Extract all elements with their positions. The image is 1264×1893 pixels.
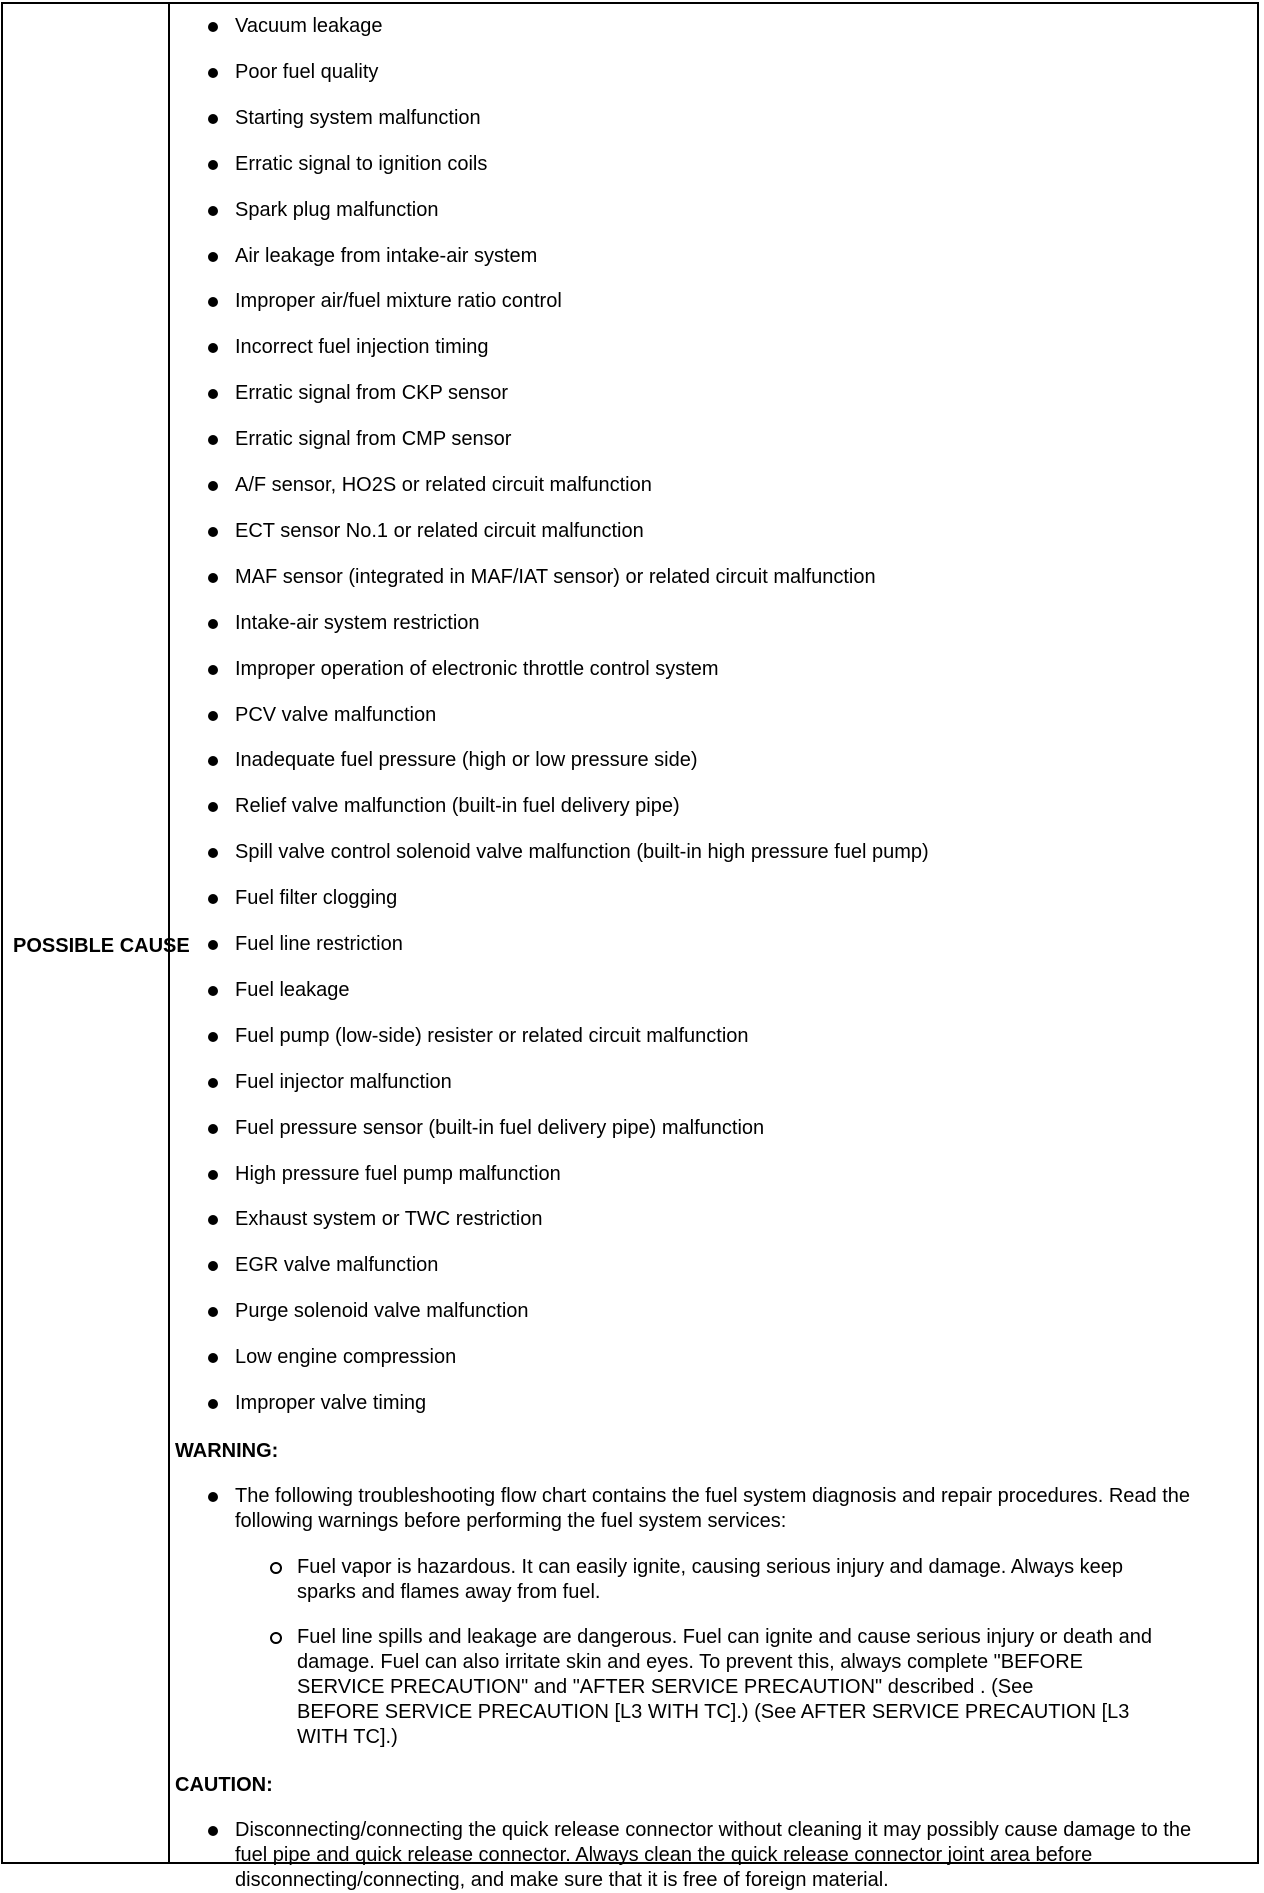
warning-item-line: Fuel line spills and leakage are dangerous. Fuel can ignite and cause serious injury or death and xyxy=(297,1626,1152,1648)
cause-item: Poor fuel quality xyxy=(235,60,379,83)
bullet-icon xyxy=(208,389,218,399)
bullet-icon xyxy=(208,252,218,262)
cause-item: Fuel injector malfunction xyxy=(235,1070,452,1093)
warning-item-line: WITH TC].) xyxy=(297,1726,398,1748)
cause-item: Fuel filter clogging xyxy=(235,887,398,910)
bullet-icon xyxy=(208,206,218,216)
cause-item: Low engine compression xyxy=(235,1346,457,1369)
bullet-icon xyxy=(208,527,218,537)
bullet-icon xyxy=(208,1170,218,1180)
possible-cause-table xyxy=(1,2,1259,1891)
caution-line: Disconnecting/connecting the quick release connector without cleaning it may possibly cause damage to the xyxy=(235,1819,1192,1841)
bullet-icon xyxy=(208,22,218,32)
warning-item-line: Fuel vapor is hazardous. It can easily ignite, causing serious injury and damage. Always keep xyxy=(297,1556,1124,1578)
cause-item: A/F sensor, HO2S or related circuit malfunction xyxy=(235,474,652,496)
bullet-icon xyxy=(208,940,218,950)
cause-item: Vacuum leakage xyxy=(235,15,383,37)
cause-item: Spark plug malfunction xyxy=(235,198,439,221)
bullet-icon xyxy=(208,1826,218,1836)
cause-item: Fuel pressure sensor (built-in fuel delivery pipe) malfunction xyxy=(235,1116,765,1139)
bullet-icon xyxy=(208,573,218,583)
warning-item-line: SERVICE PRECAUTION" and "AFTER SERVICE PRECAUTION" described . (See xyxy=(297,1676,1034,1698)
cause-item: Incorrect fuel injection timing xyxy=(235,336,489,359)
cause-item: Erratic signal to ignition coils xyxy=(235,152,488,175)
cause-item: PCV valve malfunction xyxy=(235,703,437,726)
bullet-icon xyxy=(208,68,218,78)
bullet-icon xyxy=(208,435,218,445)
bullet-icon xyxy=(208,1124,218,1134)
bullet-icon xyxy=(208,756,218,766)
caution-line: disconnecting/connecting, and make sure that it is free of foreign material. xyxy=(235,1869,889,1891)
cause-item: MAF sensor (integrated in MAF/IAT sensor) or related circuit malfunction xyxy=(235,565,876,588)
cause-item: EGR valve malfunction xyxy=(235,1254,439,1277)
cause-item: Air leakage from intake-air system xyxy=(235,244,538,267)
bullet-icon xyxy=(208,619,218,629)
warning-item-line: BEFORE SERVICE PRECAUTION [L3 WITH TC].) (See AFTER SERVICE PRECAUTION [L3 xyxy=(297,1701,1130,1723)
cause-item: Improper valve timing xyxy=(235,1392,427,1414)
warning-intro-line: following warnings before performing the fuel system services: xyxy=(235,1510,787,1532)
bullet-icon xyxy=(208,986,218,996)
cause-item: Inadequate fuel pressure (high or low pressure side) xyxy=(235,749,698,772)
cause-item: Starting system malfunction xyxy=(235,106,481,129)
cause-item: Fuel pump (low-side) resister or related circuit malfunction xyxy=(235,1024,749,1047)
circle-bullet-icon xyxy=(270,1632,282,1644)
caution-heading: CAUTION: xyxy=(175,1774,273,1796)
cause-item: Fuel line restriction xyxy=(235,933,403,955)
cause-item: Erratic signal from CMP sensor xyxy=(235,428,512,451)
cause-content xyxy=(3,4,1257,1891)
cause-item: Intake-air system restriction xyxy=(235,611,480,634)
circle-bullet-icon xyxy=(270,1562,282,1574)
bullet-icon xyxy=(208,1307,218,1317)
cause-item: Erratic signal from CKP sensor xyxy=(235,382,509,405)
bullet-icon xyxy=(208,802,218,812)
bullet-icon xyxy=(208,1215,218,1225)
warning-item-line: damage. Fuel can also irritate skin and eyes. To prevent this, always complete "BEFORE xyxy=(297,1651,1083,1673)
row-label-text: POSSIBLE CAUSE xyxy=(13,935,190,957)
bullet-icon xyxy=(208,297,218,307)
bullet-icon xyxy=(208,343,218,353)
bullet-icon xyxy=(208,711,218,721)
cause-item: Exhaust system or TWC restriction xyxy=(235,1208,543,1231)
bullet-icon xyxy=(208,481,218,491)
warning-item-line: sparks and flames away from fuel. xyxy=(297,1581,601,1603)
bullet-icon xyxy=(208,160,218,170)
warning-intro-line: The following troubleshooting flow chart contains the fuel system diagnosis and repair procedures. Read the xyxy=(235,1485,1190,1507)
bullet-icon xyxy=(208,848,218,858)
cause-item: ECT sensor No.1 or related circuit malfunction xyxy=(235,519,644,542)
bullet-icon xyxy=(208,1032,218,1042)
cause-item: Purge solenoid valve malfunction xyxy=(235,1300,529,1323)
caution-line: fuel pipe and quick release connector. Always clean the quick release connector joint area before xyxy=(235,1844,1093,1866)
bullet-icon xyxy=(208,1353,218,1363)
bullet-icon xyxy=(208,1399,218,1409)
bullet-icon xyxy=(208,1492,218,1502)
cause-item: Spill valve control solenoid valve malfunction (built-in high pressure fuel pump) xyxy=(235,841,929,864)
cause-item: Fuel leakage xyxy=(235,978,350,1001)
cause-item: Improper operation of electronic throttle control system xyxy=(235,657,719,680)
warning-heading: WARNING: xyxy=(175,1440,279,1462)
bullet-icon xyxy=(208,114,218,124)
cause-item: High pressure fuel pump malfunction xyxy=(235,1162,561,1185)
bullet-icon xyxy=(208,1078,218,1088)
bullet-icon xyxy=(208,1261,218,1271)
bullet-icon xyxy=(208,894,218,904)
cause-item: Improper air/fuel mixture ratio control xyxy=(235,290,562,313)
bullet-icon xyxy=(208,665,218,675)
cause-item: Relief valve malfunction (built-in fuel delivery pipe) xyxy=(235,795,680,818)
